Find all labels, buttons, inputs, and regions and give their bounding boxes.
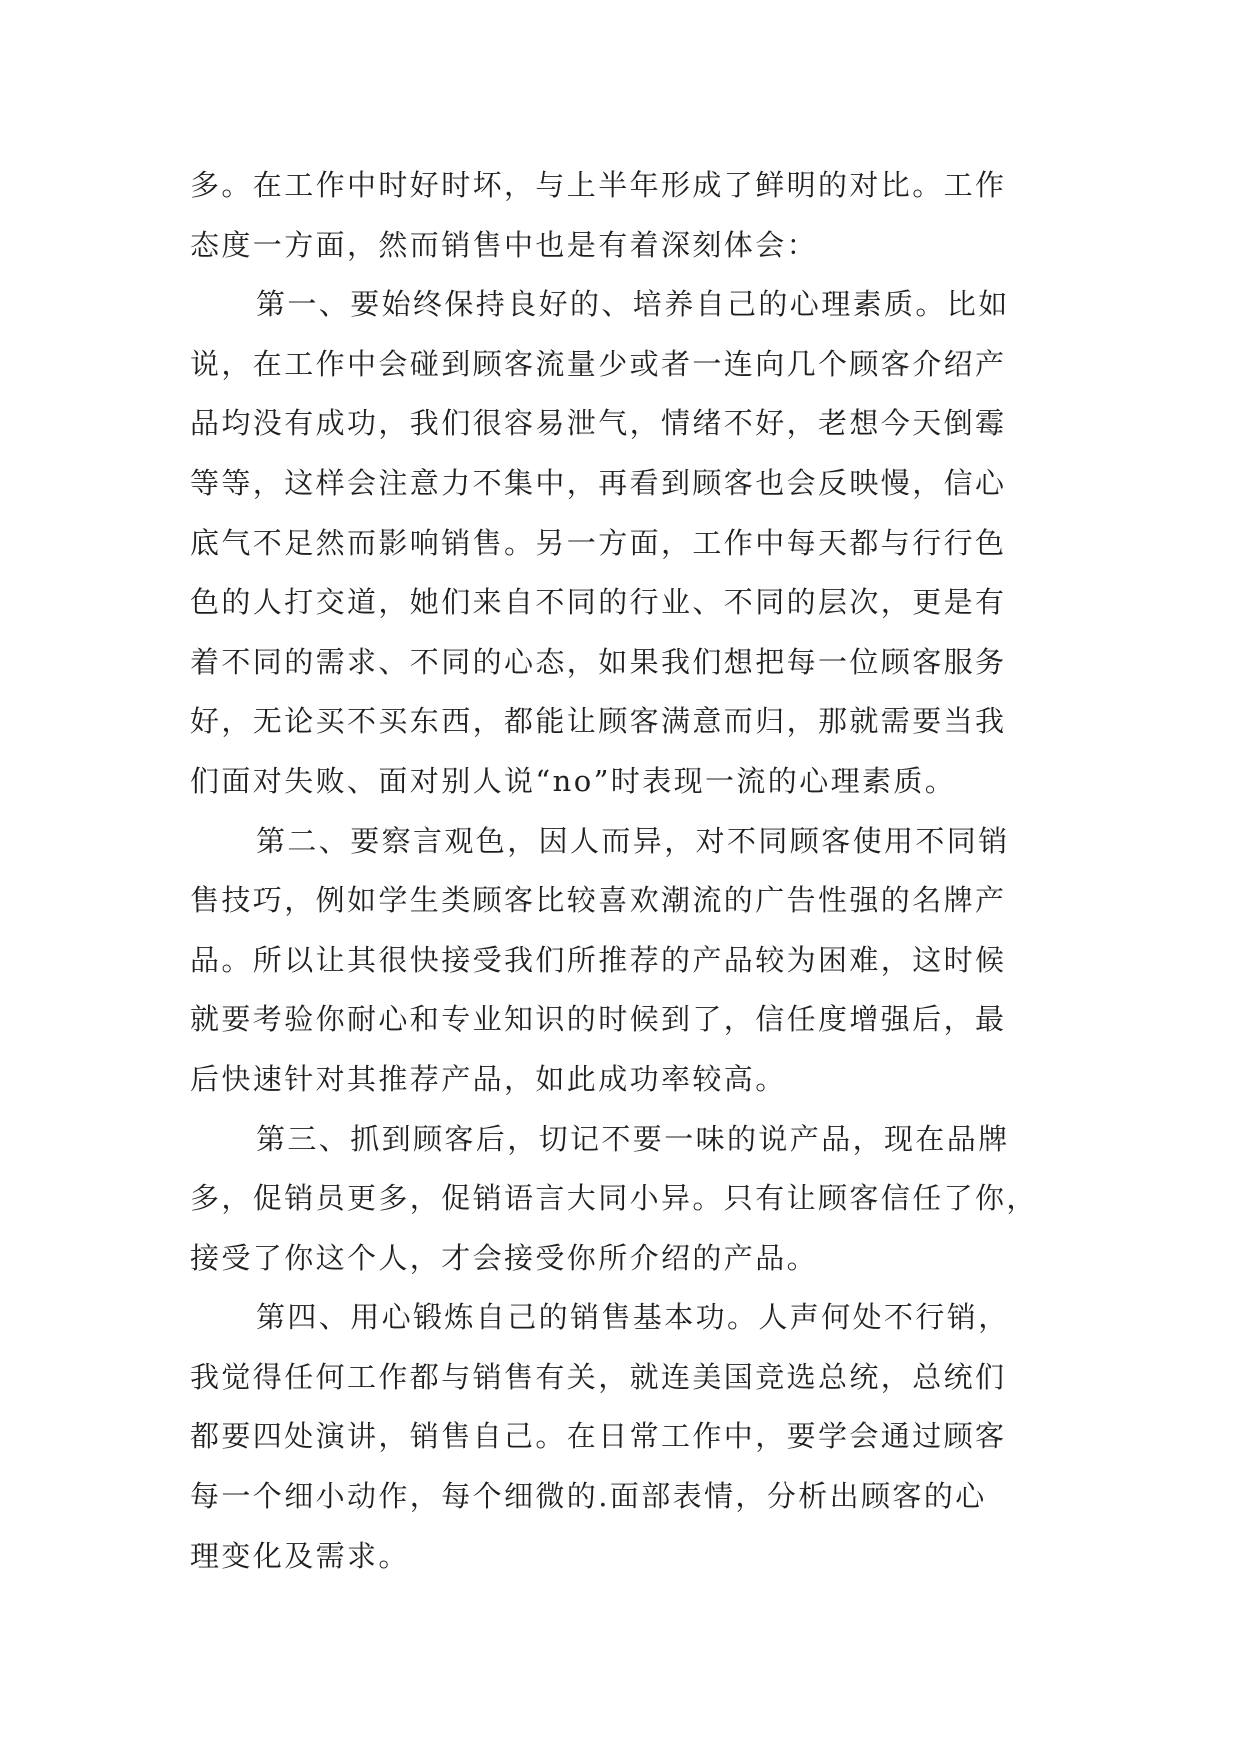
text-line: 着不同的需求、不同的心态，如果我们想把每一位顾客服务	[190, 644, 1007, 679]
paragraph-first-line: 第四、用心锻炼自己的销售基本功。人声何处不行销，	[256, 1300, 1010, 1335]
paragraph-first-line: 第三、抓到顾客后，切记不要一味的说产品，现在品牌	[256, 1121, 1010, 1156]
text-line: 接受了你这个人，才会接受你所介绍的产品。	[190, 1240, 819, 1275]
text-line: 多。在工作中时好时坏，与上半年形成了鲜明的对比。工作	[190, 168, 1007, 202]
text-line: 多，促销员更多，促销语言大同小异。只有让顾客信任了你，	[190, 1181, 1038, 1216]
paragraph-first-line: 第一、要始终保持良好的、培养自己的心理素质。比如	[256, 287, 1010, 322]
text-line: 每一个细小动作，每个细微的.面部表情，分析出顾客的心	[190, 1479, 987, 1514]
text-line: 底气不足然而影响销售。另一方面，工作中每天都与行行色	[190, 525, 1007, 560]
text-line: 等等，这样会注意力不集中，再看到顾客也会反映慢，信心	[190, 465, 1007, 500]
text-line: 们面对失败、面对别人说“no”时表现一流的心理素质。	[190, 763, 957, 798]
paragraph-first-line: 第二、要察言观色，因人而异，对不同顾客使用不同销	[256, 823, 1010, 858]
text-line: 就要考验你耐心和专业知识的时候到了，信任度增强后，最	[190, 1002, 1007, 1037]
text-line: 都要四处演讲，销售自己。在日常工作中，要学会通过顾客	[190, 1419, 1007, 1454]
text-line: 品均没有成功，我们很容易泄气，情绪不好，老想今天倒霉	[190, 406, 1007, 441]
text-line: 售技巧，例如学生类顾客比较喜欢潮流的广告性强的名牌产	[190, 883, 1007, 918]
text-line: 好，无论买不买东西，都能让顾客满意而归，那就需要当我	[190, 704, 1007, 739]
document-body	[190, 156, 1052, 1586]
text-line: 态度一方面，然而销售中也是有着深刻体会：	[190, 227, 819, 262]
text-line: 理变化及需求。	[190, 1538, 410, 1573]
text-line: 说，在工作中会碰到顾客流量少或者一连向几个顾客介绍产	[190, 346, 1007, 381]
text-line: 品。所以让其很快接受我们所推荐的产品较为困难，这时候	[190, 942, 1007, 977]
text-line: 后快速针对其推荐产品，如此成功率较高。	[190, 1061, 787, 1096]
text-line: 色的人打交道，她们来自不同的行业、不同的层次，更是有	[190, 585, 1007, 620]
text-line: 我觉得任何工作都与销售有关，就连美国竞选总统，总统们	[190, 1359, 1007, 1394]
